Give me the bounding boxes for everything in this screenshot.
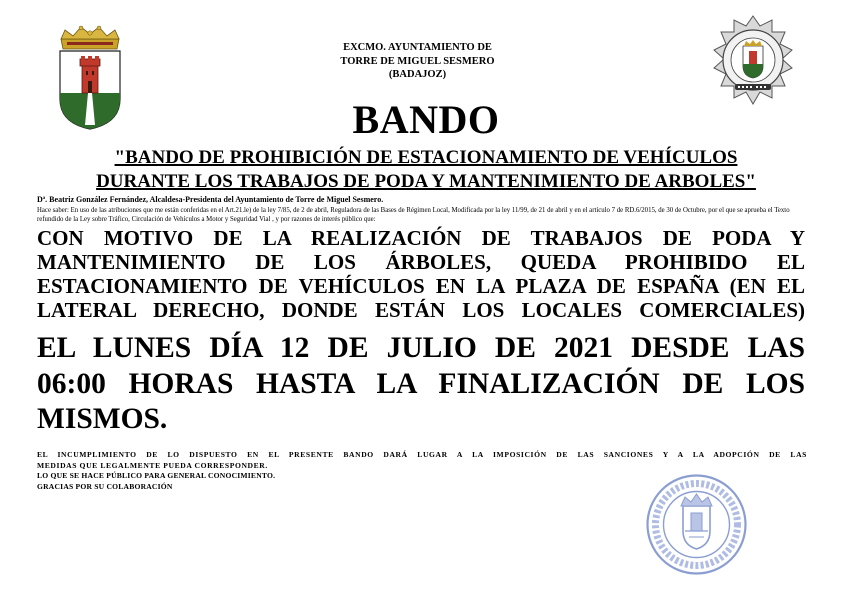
footer-line-1: EL INCUMPLIMIENTO DE LO DISPUESTO EN EL PRESENTE BANDO DARÁ LUGAR A LA IMPOSICIÓN DE LAS SANCIONES Y A LA ADOPCIÓN DE LAS	[37, 450, 807, 459]
date-line-2: 06:00 HORAS HASTA LA FINALIZACIÓN DE LOS	[37, 367, 805, 400]
police-badge-logo	[708, 14, 798, 108]
announcement-line-3: ESTACIONAMIENTO DE VEHÍCULOS EN LA PLAZA DE ESPAÑA (EN EL	[37, 274, 805, 298]
date-paragraph	[37, 331, 805, 438]
announcement-line-1: CON MOTIVO DE LA REALIZACIÓN DE TRABAJOS DE PODA Y	[37, 226, 805, 250]
footer-line-3: LO QUE SE HACE PÚBLICO PARA GENERAL CONOCIMIENTO.	[37, 471, 276, 480]
announcement-paragraph	[37, 226, 805, 322]
date-line-3: MISMOS.	[37, 403, 168, 435]
badge-lettering-icon	[735, 84, 771, 90]
header-line-1: EXCMO. AYUNTAMIENTO DE	[343, 42, 492, 53]
footer-line-2: MEDIDAS QUE LEGALMENTE PUEDA CORRESPONDER.	[37, 460, 268, 470]
crown-icon	[61, 26, 119, 49]
subtitle-line-2: DURANTE LOS TRABAJOS DE PODA Y MANTENIMIENTO DE ARBOLES"	[96, 171, 756, 192]
footer-line-4: GRACIAS POR SU COLABORACIÓN	[37, 481, 173, 491]
author-line: Dª. Beatriz González Fernández, Alcaldesa-Presidenta del Ayuntamiento de Torre de Miguel Sesmero.	[37, 195, 384, 204]
header-line-3: (BADAJOZ)	[388, 69, 447, 80]
page-title: BANDO	[352, 97, 500, 142]
header-line-2: TORRE DE MIGUEL SESMERO	[340, 55, 495, 67]
badge-star-icon	[714, 16, 792, 104]
date-line-1: EL LUNES DÍA 12 DE JULIO DE 2021 DESDE LAS	[37, 332, 805, 364]
announcement-line-4: LATERAL DERECHO, DONDE ESTÁN LOS LOCALES COMERCIALES)	[37, 298, 805, 322]
institution-header	[260, 41, 575, 82]
announcement-line-2: MANTENIMIENTO DE LOS ÁRBOLES, QUEDA PROHIBIDO EL	[37, 250, 805, 274]
official-stamp-seal	[645, 473, 748, 576]
stamp-coat-of-arms-icon	[681, 494, 712, 549]
legal-preamble: Hace saber: En uso de las atribuciones que me están conferidas en el Art.21.le) de la ley 7/85, de 2 de abril, Reguladora de las Bases de Régimen Local, Modificada por la ley 11/99, de 21 de abril y en el artículo 7 de RD.6/2015, de 30 de Octubre, por el que se aprueba el Texto refundido de la Ley sobre Tráfico, Circulación de Vehículos a Motor y Seguridad Vial , y por razones de interés público que:	[37, 207, 790, 223]
bando-subtitle	[0, 146, 841, 194]
subtitle-line-1: "BANDO DE PROHIBICIÓN DE ESTACIONAMIENTO DE VEHÍCULOS	[114, 147, 738, 168]
